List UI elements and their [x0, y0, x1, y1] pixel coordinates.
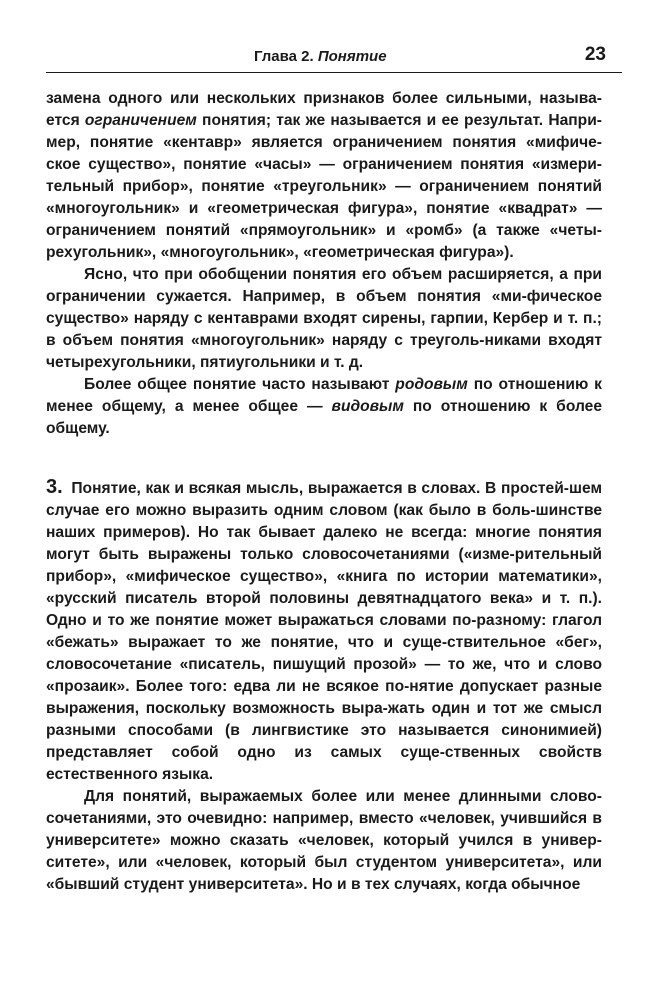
paragraph-5: Для понятий, выражаемых более или менее длинными слово-сочетаниями, это очевидно: например, вместо «человек, учившийся в университете» можно сказать «человек, который учился в универ-ситете», или «человек, который был студентом университета», или «бывший студент университета». Но и в тех случаях, когда обычное — [46, 788, 602, 893]
paragraph-3-text-b: по отношению к менее общему, а менее общее — — [46, 376, 602, 415]
term-specific: видовым — [331, 398, 404, 415]
paragraph-2: Ясно, что при обобщении понятия его объем расширяется, а при ограничении сужается. Например, в объем понятия «ми-фическое существо» наряду с кентаврами входят сирены, гарпии, Кербер и т. п.; в объем понятия «многоугольник» наряду с треуголь-никами входят четырехугольники, пятиугольники и т. д. — [46, 266, 602, 371]
section-number: 3. — [46, 476, 63, 498]
running-header — [46, 38, 622, 73]
section-3-paragraph — [46, 476, 602, 786]
chapter-title: Понятие — [317, 48, 387, 65]
section-3-text: Понятие, как и всякая мысль, выражается в словах. В простей-шем случае его можно выразить одним словом (как было в боль-шинстве наших примеров). Но так бывает далеко не всегда: многие понятия могут быть выражены только словосочетаниями («изме-рительный прибор», «мифическое существо», «книга по истории математики», «русский писатель второй половины девятнадцатого века» и т. п.). Одно и то же понятие может выражаться словами по-разному: глагол «бежать» выражает то же понятие, что и суще-ствительное «бег», словосочетание «писатель, пишущий прозой» — то же, что и слово «прозаик». Более того: едва ли не всякое по-нятие допускает разные выражения, поскольку возможность выра-жать один и тот же смысл разными способами (в лингвистике это называется синонимией) представляет собой одно из самых суще-ственных свойств естественного языка. — [46, 480, 602, 783]
paragraph-1-text-b: понятия; так же называется и ее результат. Напри-мер, понятие «кентавр» является ограничением понятия «мифиче-ское существо», понятие «часы» — ограничением понятия «измери-тельный прибор», понятие «треугольник» — ограничением понятий «многоугольник» и «геометрическая фигура», понятие «квадрат» — ограничением понятий «прямоугольник» и «ромб» (а также «четы-рехугольник», «многоугольник», «геометрическая фигура»). — [46, 112, 602, 261]
term-generic: родовым — [395, 376, 468, 393]
chapter-label: Глава 2. — [254, 48, 314, 65]
paragraph-3-text-c: по отношению к более общему. — [46, 398, 602, 437]
paragraph-1-text-a: замена одного или нескольких признаков более сильными, называ-ется — [46, 90, 602, 129]
chapter-heading — [254, 48, 387, 65]
page-number: 23 — [584, 44, 606, 65]
term-restriction: ограничением — [84, 112, 197, 129]
paragraph-1 — [46, 88, 602, 264]
page-body — [46, 88, 602, 896]
paragraph-3-text-a: Более общее понятие часто называют — [84, 376, 396, 393]
paragraph-3 — [46, 374, 602, 440]
section-spacer — [46, 440, 602, 476]
